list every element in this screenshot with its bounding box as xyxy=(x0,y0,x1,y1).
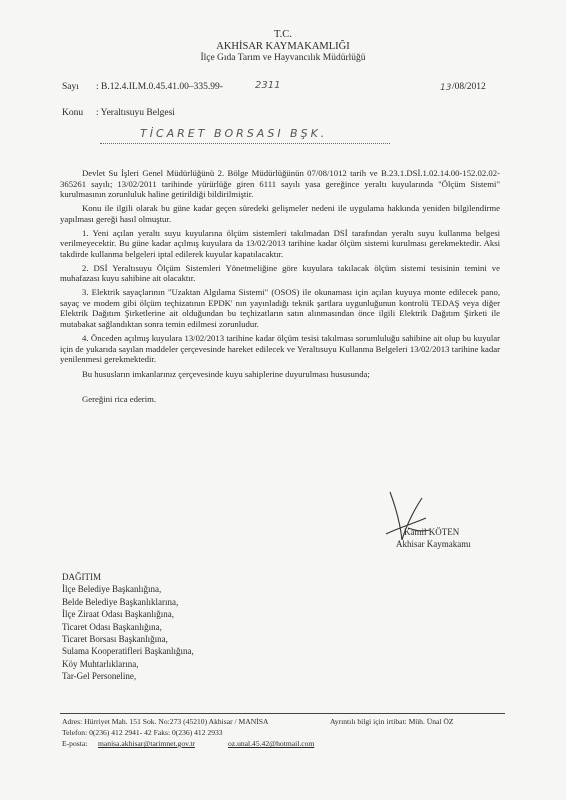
footer-contact: Ayrıntılı bilgi için irtibat: Müh. Ünal ÖZ xyxy=(330,717,454,726)
date-handwritten-day: 13 xyxy=(440,83,452,93)
paragraph-item-1: 1. Yeni açılan yeraltı suyu kuyularına ölçüm sistemleri takılmadan DSİ tarafından yeraltı suyu kullanma belgesi verilmeyecektir. Bu güne kadar açılmış kuyulara da 13/02/2013 tarihine kadar ölçüm sistemi kurulması gerekmektedir. Aksi takdirde kullanma belgeleri iptal edilerek kuyular kapatılacaktır. xyxy=(60,227,500,259)
date-value: /08/2012 xyxy=(452,82,486,92)
paragraph-closing: Gereğini rica ederim. xyxy=(82,393,157,404)
footer-divider xyxy=(60,713,505,714)
footer-email-link[interactable]: manisa.akhisar@tarimnet.gov.tr xyxy=(98,739,195,748)
footer-phone: Telefon: 0(236) 412 2941- 42 Faks: 0(236) 412 2933 xyxy=(62,728,223,737)
distribution-list xyxy=(62,571,194,683)
letter-body xyxy=(60,168,500,407)
paragraph-item-2: 2. DSİ Yeraltısuyu Ölçüm Sistemleri Yönetmeliğine göre kuyulara takılacak ölçüm sistemi tesisinin temini ve muhafazası kuyu sahibine ait olacaktır. xyxy=(60,262,500,284)
sayi-label: Sayı xyxy=(62,82,79,92)
konu-value: : Yeraltısuyu Belgesi xyxy=(96,108,175,118)
sayi-handwritten-number: 2311 xyxy=(255,80,281,91)
signatory-title: Akhisar Kaymakamı xyxy=(396,539,471,549)
list-item: Tar-Gel Personeline, xyxy=(62,671,137,682)
recipient-underline xyxy=(100,143,390,144)
paragraph-info: Konu ile ilgili olarak bu güne kadar geçen süredeki gelişmeler nedeni ile uygulama hakkında yeniden bilgilendirme yapılması gereği hasıl olmuştur. xyxy=(60,203,500,224)
header-kaymakamlik: AKHİSAR KAYMAKAMLIĞI xyxy=(216,41,350,52)
sayi-value: : B.12.4.ILM.0.45.41.00–335.99- xyxy=(96,82,223,92)
paragraph-item-4: 4. Önceden açılmış kuyulara 13/02/2013 tarihine kadar ölçüm tesisi takılması sorumluluğu sahibine ait olup bu kuyular için de yukarıda sayılan maddeler çerçevesinde hareket edilecek ve Yeraltısuyu Kullanma Belgeleri 13/02/2013 tarihine kadar yenilenmesi gerekmektedir. xyxy=(60,332,500,365)
list-item: İlçe Ziraat Odası Başkanlığına, xyxy=(62,609,174,620)
header-mudurluk: İlçe Gıda Tarım ve Hayvancılık Müdürlüğü xyxy=(200,53,366,63)
paragraph-item-3: 3. Elektrik sayaçlarının "Uzaktan Algılama Sistemi" (OSOS) ile okunaması için açılan kuyuya monte edilecek pano, sayaç ve modem gibi ölçüm teçhizatının EPDK' nın yayınladığı teknik şartlara uygunluğunun kontrolü TEDAŞ veya diğer Elektrik Dağıtım Şirketlerine ait olduğundan bu teçhizatların satın alınmasından önce ilgili Elektrik Dağıtım Şirketi ile mutabakat sağlandıktan sonra temin edilmesi zorunludur. xyxy=(60,287,500,330)
recipient-handwritten: TİCARET BORSASI BŞK. xyxy=(140,127,328,140)
paragraph-reference: Devlet Su İşleri Genel Müdürlüğünü 2. Bölge Müdürlüğünün 07/08/1012 tarih ve B.23.1.DSİ.1.02.14.00-152.02.02-365261 sayılı; 13/02/2011 tarihinde yürürlüğe giren 6111 sayılı yasa gereğince yeraltı kuyularında "Ölçüm Sistemi" kurulmasının zorunluluk haline getirildiği bildirilmiştir. xyxy=(60,168,500,200)
konu-label: Konu xyxy=(62,108,84,118)
footer-email-label: E-posta: xyxy=(62,739,88,748)
list-item: İlçe Belediye Başkanlığına, xyxy=(62,584,162,595)
list-item: Ticaret Borsası Başkanlığına, xyxy=(62,634,168,645)
list-item: Belde Belediye Başkanlıklarına, xyxy=(62,596,179,607)
footer-address: Adres: Hürriyet Mah. 151 Sok. No:273 (45210) Akhisar / MANİSA xyxy=(62,717,269,726)
signatory-name: Kamil KÖTEN xyxy=(404,527,460,537)
list-item: Sulama Kooperatifleri Başkanlığına, xyxy=(62,646,194,657)
distribution-heading: DAĞITIM xyxy=(62,572,101,582)
footer-email-link-2[interactable]: oz.unal.45.42@hotmail.com xyxy=(228,739,315,748)
list-item: Ticaret Odası Başkanlığına, xyxy=(62,621,162,632)
list-item: Köy Muhtarlıklarına, xyxy=(62,658,139,669)
header-tc: T.C. xyxy=(274,29,292,40)
paragraph-request: Bu hususların imkanlarınız çerçevesinde kuyu sahiplerine duyurulması hususunda; xyxy=(82,368,370,379)
